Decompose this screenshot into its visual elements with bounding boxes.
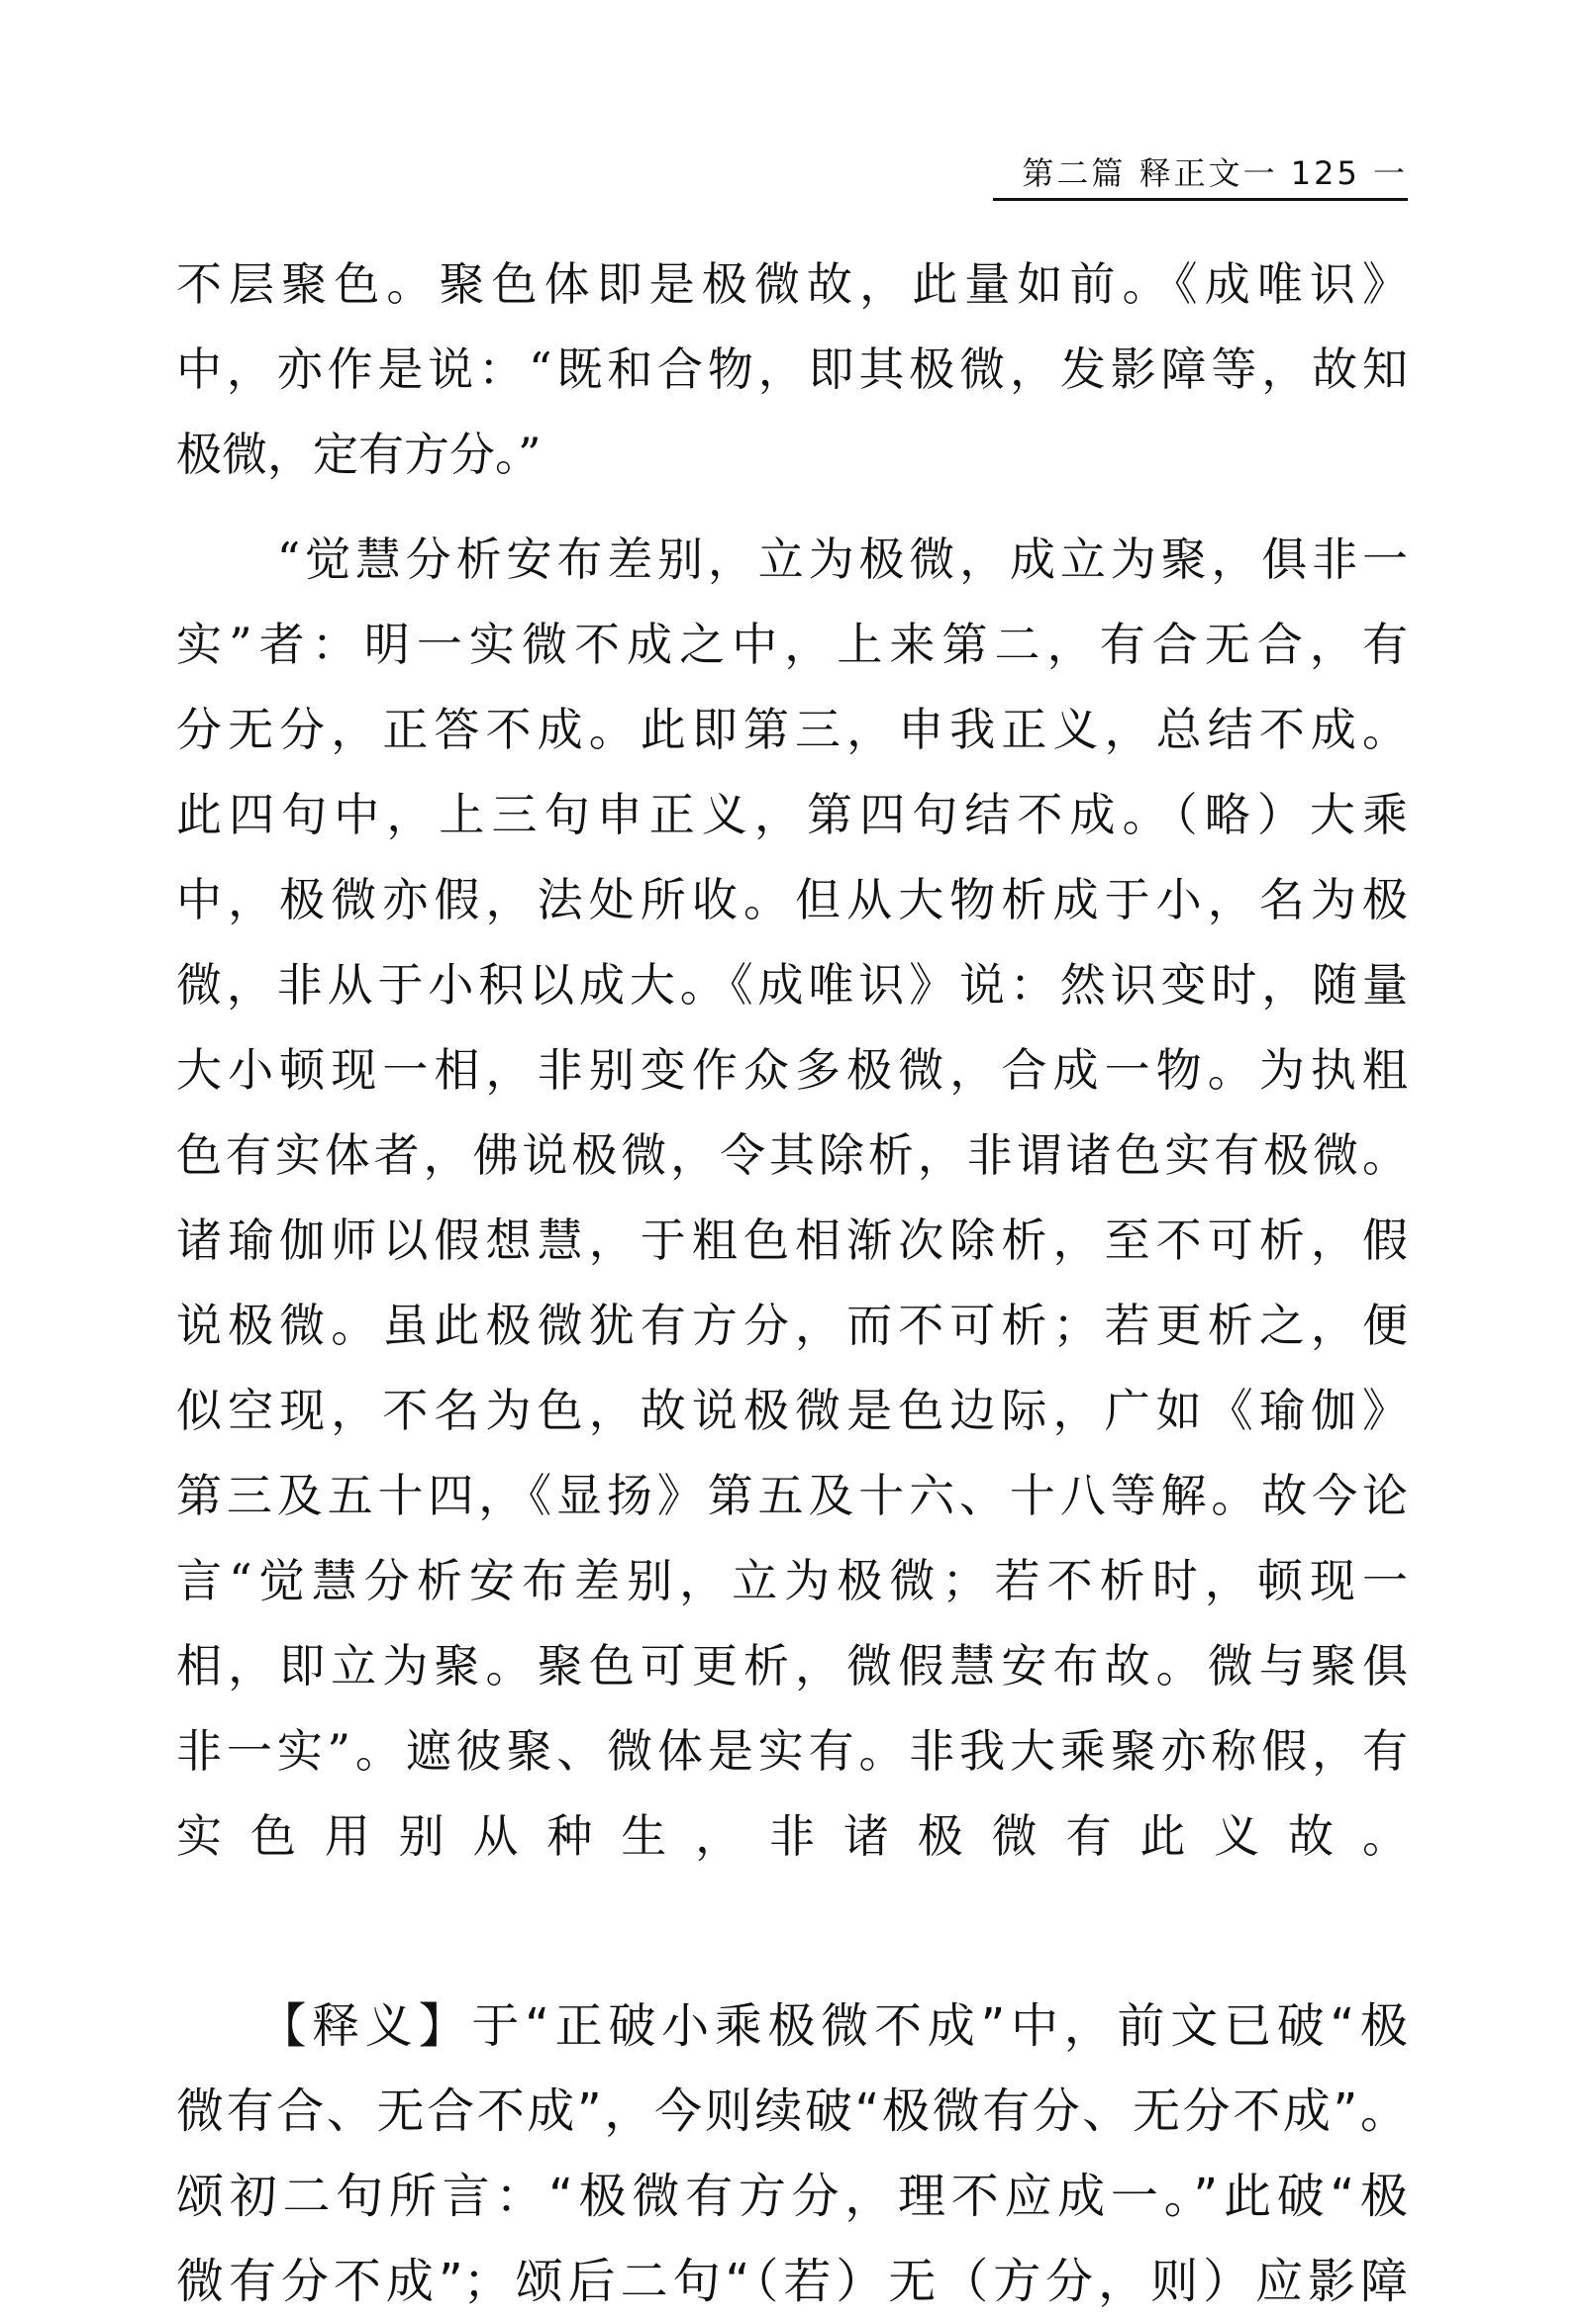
text-line: 微，非从于小积以成大。《成唯识》说：然识变时，随量	[176, 958, 1408, 1012]
text-line: 【释义】于“正破小乘极微不成”中，前文已破“极	[176, 1998, 1408, 2054]
text-line: 此四句中，上三句申正义，第四句结不成。（略）大乘	[176, 788, 1408, 841]
text-line: 相，即立为聚。聚色可更析，微假慧安布故。微与聚俱	[176, 1639, 1408, 1693]
text-line: “觉慧分析安布差别，立为极微，成立为聚，俱非一	[176, 533, 1408, 586]
text-line: 中，极微亦假，法处所收。但从大物析成于小，名为极	[176, 873, 1408, 926]
text-line: 中，亦作是说：“既和合物，即其极微，发影障等，故知	[176, 342, 1408, 396]
text-line: 色有实体者，佛说极微，令其除析，非谓诸色实有极微。	[176, 1128, 1408, 1182]
paragraph-commentary	[176, 1984, 1408, 2324]
text-line: 言“觉慧分析安布差别，立为极微；若不析时，顿现一	[176, 1554, 1408, 1607]
running-head: 第二篇 释正文一 125 一	[1022, 154, 1408, 192]
text-line: 不层聚色。聚色体即是极微故，此量如前。《成唯识》	[176, 257, 1408, 311]
text-line: 似空现，不名为色，故说极微是色边际，广如《瑜伽》	[176, 1384, 1408, 1437]
text-line: 说极微。虽此极微犹有方分，而不可析；若更析之，便	[176, 1299, 1408, 1352]
text-line: 实”者：明一实微不成之中，上来第二，有合无合，有	[176, 618, 1408, 671]
text-line: 微有分不成”；颂后二句“（若）无（方分，则）应影障	[176, 2254, 1408, 2309]
text-line: 微有合、无合不成”，今则续破“极微有分、无分不成”。	[176, 2083, 1408, 2139]
paragraph-1	[176, 242, 1408, 497]
text-line	[176, 1879, 1408, 1964]
text-line: 非一实”。遮彼聚、微体是实有。非我大乘聚亦称假，有	[176, 1724, 1408, 1778]
paragraph-2	[176, 517, 1408, 1964]
text-line: 大小顿现一相，非别变作众多极微，合成一物。为执粗	[176, 1043, 1408, 1097]
text-line: 极微，定有方分。”	[176, 428, 542, 481]
text-line: 诸瑜伽师以假想慧，于粗色相渐次除析，至不可析，假	[176, 1213, 1408, 1267]
text-line: 分无分，正答不成。此即第三，申我正义，总结不成。	[176, 703, 1408, 756]
body-text	[176, 242, 1408, 2324]
text-line: 第三及五十四，《显扬》第五及十六、十八等解。故今论	[176, 1469, 1408, 1522]
text-line: 实色用别从种生，非诸极微有此义故。	[176, 1809, 1408, 1863]
header-rule	[993, 198, 1408, 201]
text-line: 颂初二句所言：“极微有方分，理不应成一。”此破“极	[176, 2169, 1408, 2224]
